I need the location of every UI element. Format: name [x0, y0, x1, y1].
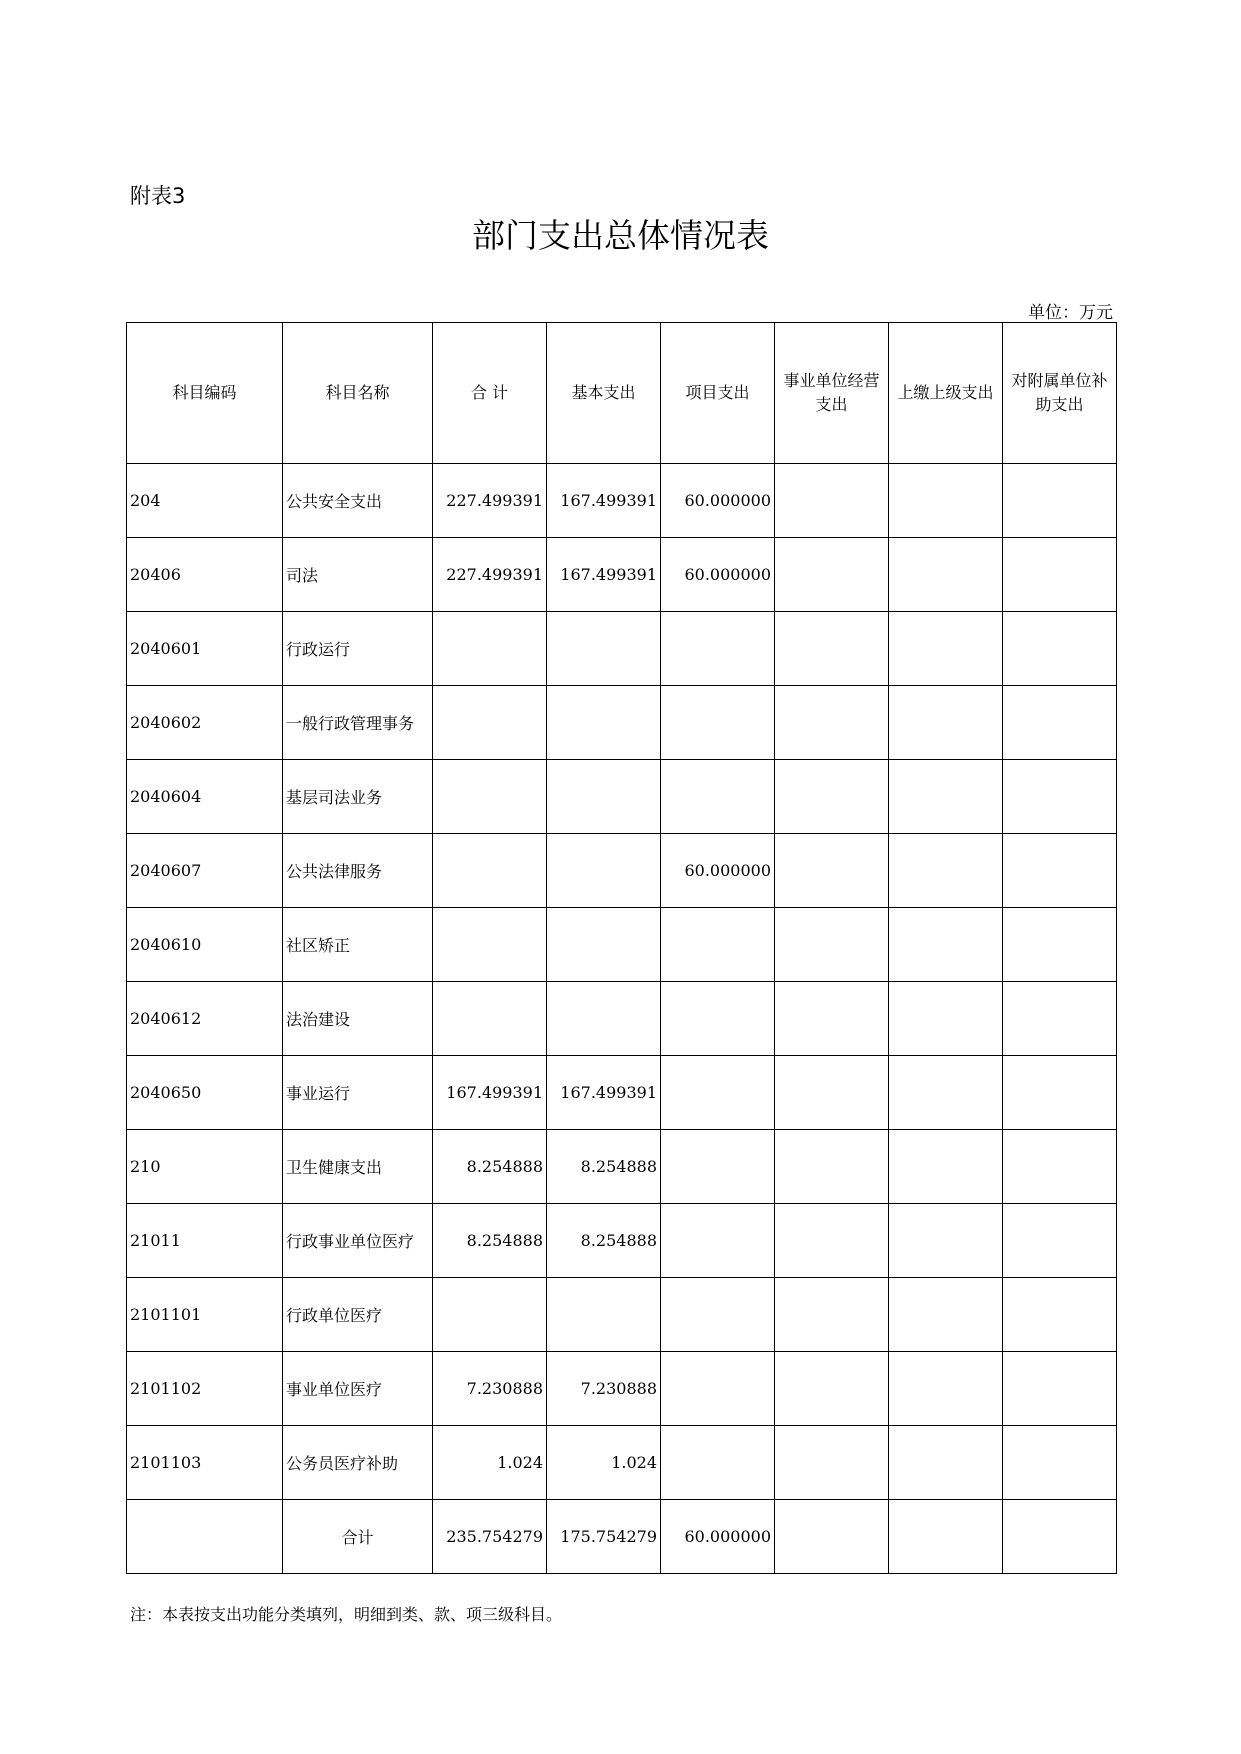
cell-total: [433, 1278, 547, 1352]
cell-subsidy: [1003, 1130, 1117, 1204]
cell-name: 公共安全支出: [283, 464, 433, 538]
cell-subsidy: [1003, 686, 1117, 760]
cell-code: 20406: [127, 538, 283, 612]
cell-subsidy: [1003, 1204, 1117, 1278]
cell-basic: [547, 982, 661, 1056]
cell-subsidy: [1003, 1278, 1117, 1352]
column-header: 项目支出: [661, 323, 775, 464]
cell-operating: [775, 1278, 889, 1352]
cell-project: [661, 982, 775, 1056]
table-row: [127, 908, 1117, 982]
cell-basic: 167.499391: [547, 1056, 661, 1130]
cell-total: [433, 686, 547, 760]
column-header: 科目名称: [283, 323, 433, 464]
column-header: 对附属单位补助支出: [1003, 323, 1117, 464]
cell-name: 事业运行: [283, 1056, 433, 1130]
table-row: [127, 464, 1117, 538]
cell-total: 235.754279: [433, 1500, 547, 1574]
cell-basic: [547, 908, 661, 982]
cell-operating: [775, 1426, 889, 1500]
cell-remit: [889, 834, 1003, 908]
cell-basic: 1.024: [547, 1426, 661, 1500]
table-row: [127, 1278, 1117, 1352]
table-row: [127, 834, 1117, 908]
cell-name: 行政事业单位医疗: [283, 1204, 433, 1278]
page-title: 部门支出总体情况表: [472, 216, 769, 255]
cell-basic: 8.254888: [547, 1204, 661, 1278]
cell-project: 60.000000: [661, 464, 775, 538]
cell-basic: [547, 834, 661, 908]
table-body: [127, 464, 1117, 1574]
cell-remit: [889, 1056, 1003, 1130]
cell-operating: [775, 1130, 889, 1204]
cell-code: 204: [127, 464, 283, 538]
cell-code: 2040607: [127, 834, 283, 908]
cell-operating: [775, 686, 889, 760]
total-label: 合计: [283, 1500, 433, 1574]
cell-code: 2040601: [127, 612, 283, 686]
cell-code: 2040650: [127, 1056, 283, 1130]
cell-project: [661, 1352, 775, 1426]
cell-total: [433, 760, 547, 834]
cell-subsidy: [1003, 464, 1117, 538]
cell-project: [661, 760, 775, 834]
table-row: [127, 982, 1117, 1056]
cell-remit: [889, 1130, 1003, 1204]
cell-remit: [889, 908, 1003, 982]
cell-subsidy: [1003, 760, 1117, 834]
cell-basic: 167.499391: [547, 538, 661, 612]
cell-name: 基层司法业务: [283, 760, 433, 834]
cell-operating: [775, 760, 889, 834]
cell-name: 法治建设: [283, 982, 433, 1056]
table-row: [127, 612, 1117, 686]
cell-subsidy: [1003, 908, 1117, 982]
cell-remit: [889, 1352, 1003, 1426]
cell-total: [433, 908, 547, 982]
cell-project: 60.000000: [661, 834, 775, 908]
cell-total: [433, 612, 547, 686]
column-header: 科目编码: [127, 323, 283, 464]
column-header: 上缴上级支出: [889, 323, 1003, 464]
cell-operating: [775, 1352, 889, 1426]
cell-code: 2101102: [127, 1352, 283, 1426]
table-row: [127, 1204, 1117, 1278]
cell-remit: [889, 1278, 1003, 1352]
cell-name: 行政单位医疗: [283, 1278, 433, 1352]
cell-total: 8.254888: [433, 1130, 547, 1204]
cell-remit: [889, 612, 1003, 686]
cell-total: [433, 834, 547, 908]
table-row: [127, 760, 1117, 834]
cell-name: 社区矫正: [283, 908, 433, 982]
cell-basic: [547, 612, 661, 686]
cell-remit: [889, 1204, 1003, 1278]
cell-project: [661, 908, 775, 982]
cell-operating: [775, 1204, 889, 1278]
cell-name: 行政运行: [283, 612, 433, 686]
expenditure-table: [126, 322, 1117, 1574]
cell-name: 公共法律服务: [283, 834, 433, 908]
table-header-row: [127, 323, 1117, 464]
cell-basic: 167.499391: [547, 464, 661, 538]
cell-code: 2101103: [127, 1426, 283, 1500]
cell-subsidy: [1003, 1500, 1117, 1574]
cell-subsidy: [1003, 982, 1117, 1056]
cell-remit: [889, 538, 1003, 612]
cell-total: 7.230888: [433, 1352, 547, 1426]
cell-code: 21011: [127, 1204, 283, 1278]
table-total-row: [127, 1500, 1117, 1574]
table-row: [127, 1056, 1117, 1130]
cell-project: [661, 1056, 775, 1130]
cell-total: 227.499391: [433, 538, 547, 612]
cell-operating: [775, 908, 889, 982]
cell-total: 167.499391: [433, 1056, 547, 1130]
cell-operating: [775, 464, 889, 538]
annex-label: 附表3: [130, 184, 186, 208]
cell-total: [433, 982, 547, 1056]
cell-basic: 8.254888: [547, 1130, 661, 1204]
cell-subsidy: [1003, 1426, 1117, 1500]
cell-total: 1.024: [433, 1426, 547, 1500]
unit-label: 单位：万元: [1028, 303, 1113, 323]
table-row: [127, 686, 1117, 760]
cell-code: 2040602: [127, 686, 283, 760]
cell-subsidy: [1003, 1352, 1117, 1426]
cell-name: 司法: [283, 538, 433, 612]
table-row: [127, 1130, 1117, 1204]
cell-project: [661, 612, 775, 686]
footnote: 注：本表按支出功能分类填列，明细到类、款、项三级科目。: [130, 1605, 563, 1624]
cell-code: 2101101: [127, 1278, 283, 1352]
cell-remit: [889, 982, 1003, 1056]
cell-code: [127, 1500, 283, 1574]
cell-project: [661, 1130, 775, 1204]
cell-subsidy: [1003, 538, 1117, 612]
column-header: 合 计: [433, 323, 547, 464]
cell-operating: [775, 834, 889, 908]
table-row: [127, 1426, 1117, 1500]
cell-project: [661, 1426, 775, 1500]
cell-total: 227.499391: [433, 464, 547, 538]
cell-subsidy: [1003, 612, 1117, 686]
cell-basic: [547, 760, 661, 834]
cell-project: [661, 686, 775, 760]
cell-total: 8.254888: [433, 1204, 547, 1278]
cell-operating: [775, 1500, 889, 1574]
cell-name: 公务员医疗补助: [283, 1426, 433, 1500]
cell-operating: [775, 538, 889, 612]
cell-operating: [775, 1056, 889, 1130]
cell-code: 2040612: [127, 982, 283, 1056]
cell-name: 一般行政管理事务: [283, 686, 433, 760]
cell-remit: [889, 1500, 1003, 1574]
cell-remit: [889, 1426, 1003, 1500]
cell-project: 60.000000: [661, 538, 775, 612]
cell-remit: [889, 686, 1003, 760]
column-header: 基本支出: [547, 323, 661, 464]
cell-name: 事业单位医疗: [283, 1352, 433, 1426]
cell-subsidy: [1003, 1056, 1117, 1130]
cell-basic: 175.754279: [547, 1500, 661, 1574]
cell-project: 60.000000: [661, 1500, 775, 1574]
cell-name: 卫生健康支出: [283, 1130, 433, 1204]
table-row: [127, 1352, 1117, 1426]
cell-basic: [547, 1278, 661, 1352]
cell-code: 2040610: [127, 908, 283, 982]
cell-basic: 7.230888: [547, 1352, 661, 1426]
cell-remit: [889, 760, 1003, 834]
cell-operating: [775, 612, 889, 686]
cell-code: 210: [127, 1130, 283, 1204]
cell-remit: [889, 464, 1003, 538]
cell-operating: [775, 982, 889, 1056]
cell-code: 2040604: [127, 760, 283, 834]
cell-subsidy: [1003, 834, 1117, 908]
table-row: [127, 538, 1117, 612]
cell-project: [661, 1278, 775, 1352]
column-header: 事业单位经营支出: [775, 323, 889, 464]
cell-project: [661, 1204, 775, 1278]
cell-basic: [547, 686, 661, 760]
